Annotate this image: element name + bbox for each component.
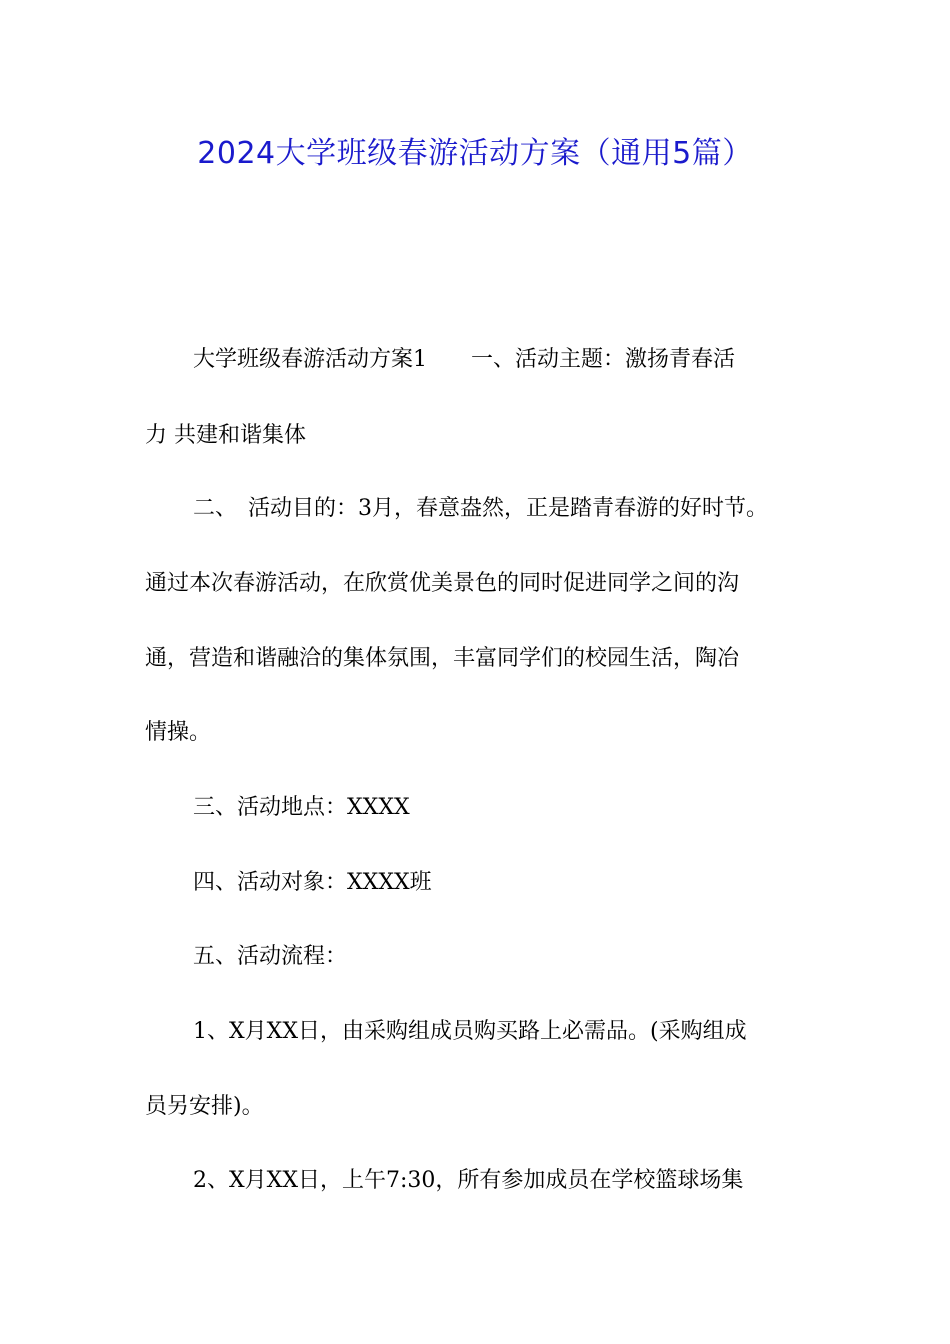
paragraph-line: 通，营造和谐融洽的集体氛围，丰富同学们的校园生活，陶冶	[145, 646, 740, 671]
paragraph-line: 员另安排)。	[145, 1094, 264, 1119]
paragraph-line: 1、X月XX日，由采购组成员购买路上必需品。(采购组成	[193, 1019, 747, 1044]
paragraph-line: 通过本次春游活动，在欣赏优美景色的同时促进同学之间的沟	[145, 571, 740, 596]
paragraph-line: 三、活动地点：XXXX	[193, 795, 410, 820]
paragraph-line: 大学班级春游活动方案1 一、活动主题：激扬青春活	[193, 347, 735, 372]
paragraph-line: 2、X月XX日，上午7:30，所有参加成员在学校篮球场集	[193, 1168, 744, 1193]
document-title: 2024大学班级春游活动方案（通用5篇）	[197, 136, 753, 171]
paragraph-line: 二、 活动目的：3月，春意盎然，正是踏青春游的好时节。	[193, 496, 768, 521]
paragraph-line: 力 共建和谐集体	[145, 423, 306, 448]
paragraph-line: 情操。	[145, 720, 212, 745]
paragraph-line: 四、活动对象：XXXX班	[193, 870, 432, 895]
paragraph-line: 五、活动流程：	[193, 944, 348, 969]
